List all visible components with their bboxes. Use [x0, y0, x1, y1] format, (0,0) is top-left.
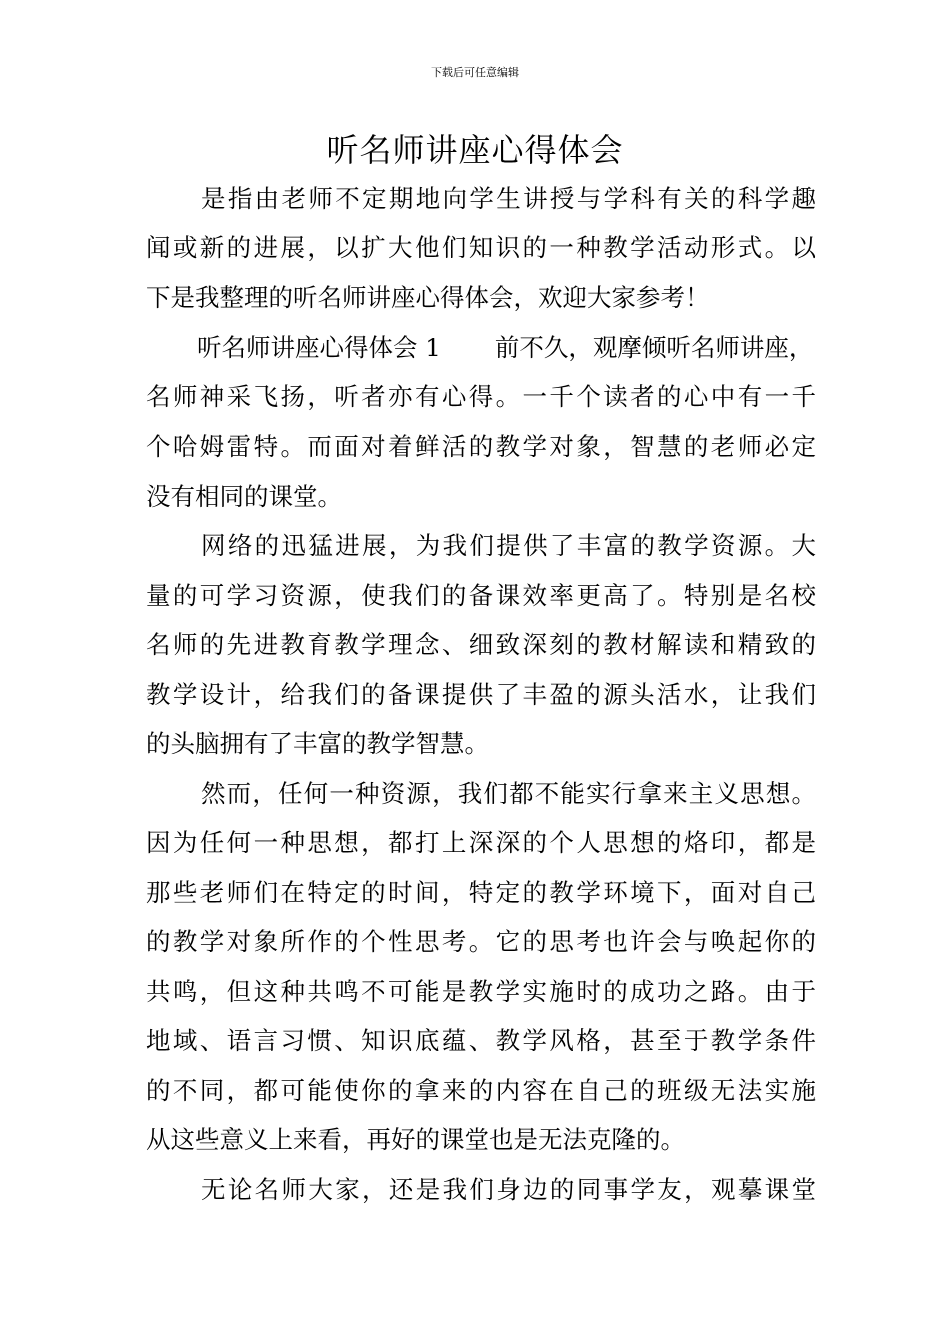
paragraph-line: 没有相同的课堂。: [146, 482, 342, 511]
paragraph-line: 教学设计，给我们的备课提供了丰盈的源头活水，让我们: [146, 680, 816, 709]
section-heading: 听名师讲座心得体会 1: [197, 333, 441, 362]
paragraph-line: 地域、语言习惯、知识底蕴、教学风格，甚至于教学条件: [146, 1026, 816, 1055]
paragraph-line: 是指由老师不定期地向学生讲授与学科有关的科学趣: [201, 184, 816, 213]
paragraph-line: 共鸣，但这种共鸣不可能是教学实施时的成功之路。由于: [146, 977, 816, 1006]
header-note: 下载后可任意编辑: [431, 66, 519, 79]
page-title: 听名师讲座心得体会: [326, 131, 624, 169]
paragraph-line: [197, 331, 817, 365]
paragraph-line: 个哈姆雷特。而面对着鲜活的教学对象，智慧的老师必定: [146, 432, 816, 461]
paragraph-line: 闻或新的进展，以扩大他们知识的一种教学活动形式。以: [146, 233, 816, 262]
paragraph-line: 的教学对象所作的个性思考。它的思考也许会与唤起你的: [146, 927, 816, 956]
paragraph-line: 网络的迅猛进展，为我们提供了丰富的教学资源。大: [201, 531, 816, 560]
paragraph-line: 量的可学习资源，使我们的备课效率更高了。特别是名校: [146, 581, 816, 610]
paragraph-line: 然而，任何一种资源，我们都不能实行拿来主义思想。: [201, 779, 816, 808]
paragraph-line: 名师的先进教育教学理念、细致深刻的教材解读和精致的: [146, 630, 816, 659]
paragraph-line: 那些老师们在特定的时间，特定的教学环境下，面对自己: [146, 878, 816, 907]
paragraph-line: 名师神采飞扬，听者亦有心得。一千个读者的心中有一千: [146, 382, 816, 411]
paragraph-text: 前不久，观摩倾听名师讲座，: [494, 333, 814, 362]
paragraph-line: 无论名师大家，还是我们身边的同事学友，观摹课堂: [201, 1175, 816, 1204]
paragraph-line: 从这些意义上来看，再好的课堂也是无法克隆的。: [146, 1125, 685, 1154]
paragraph-line: 的不同，都可能使你的拿来的内容在自己的班级无法实施: [146, 1076, 816, 1105]
paragraph-line: 下是我整理的听名师讲座心得体会，欢迎大家参考！: [146, 283, 710, 312]
paragraph-line: 的头脑拥有了丰富的教学智慧。: [146, 729, 489, 758]
paragraph-line: 因为任何一种思想，都打上深深的个人思想的烙印，都是: [146, 828, 816, 857]
